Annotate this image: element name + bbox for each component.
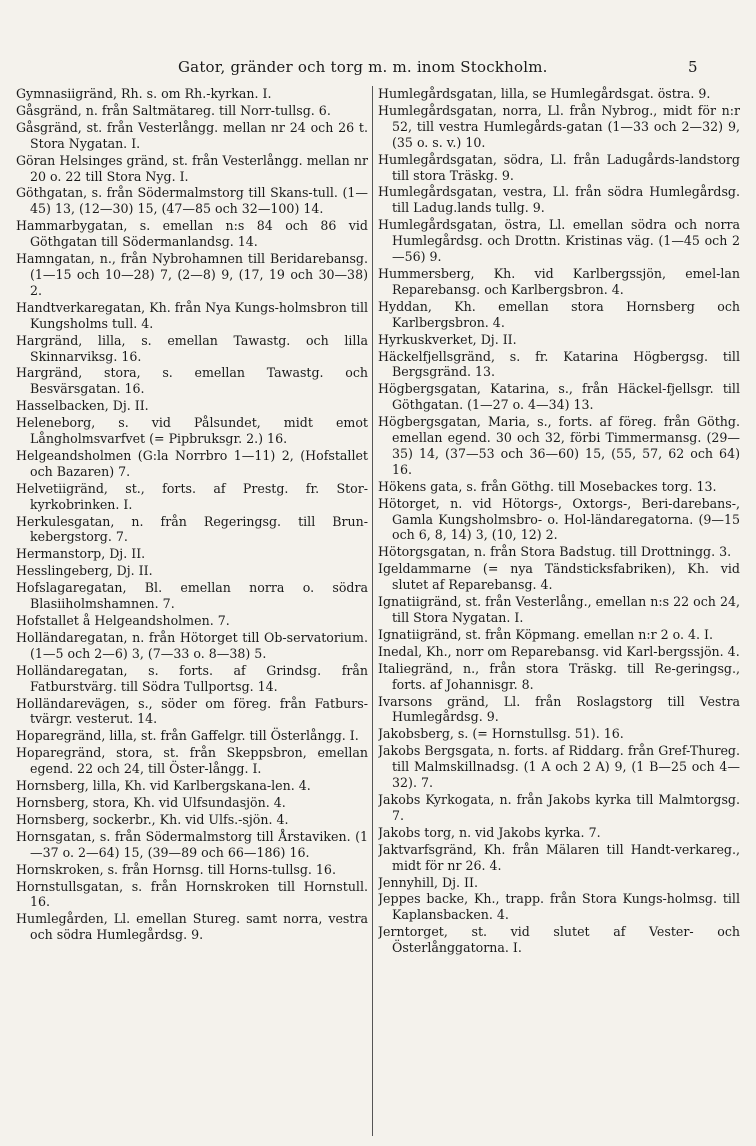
index-entry: Herkulesgatan, n. från Regeringsg. till Brun-kebergstorg. 7.: [16, 513, 368, 545]
index-entry: Ignatiigränd, st. från Köpmang. emellan n:r 2 o. 4. I.: [378, 626, 714, 642]
index-entry: Hofslagaregatan, Bl. emellan norra o. södra Blasiiholmshamnen. 7.: [16, 580, 368, 612]
index-entry: Hoparegränd, lilla, st. från Gaffelgr. till Österlångg. I.: [16, 728, 359, 744]
index-entry: Ivarsons gränd, Ll. från Roslagstorg till Vestra Humlegårdsg. 9.: [378, 693, 740, 725]
index-entry: Holländaregatan, n. från Hötorget till Ob-servatorium. (1—5 och 2—6) 3, (7—33 o. 8—38) 5.: [16, 629, 368, 661]
index-entry: Jerntorget, st. vid slutet af Vester- och Österlånggatorna. I.: [378, 924, 740, 956]
index-entry: Hötorgsgatan, n. från Stora Badstug. till Drottningg. 3.: [378, 544, 732, 560]
index-entry: Hargränd, stora, s. emellan Tawastg. och Besvärsgatan. 16.: [16, 365, 368, 397]
index-entry: Inedal, Kh., norr om Reparebansg. vid Karl-bergssjön. 4.: [378, 643, 740, 659]
index-entry: Hornsgatan, s. från Södermalmstorg till Årstaviken. (1—37 o. 2—64) 15, (39—89 och 66—186) 16.: [16, 828, 368, 860]
index-entry: Gymnasiigränd, Rh. s. om Rh.-kyrkan. I.: [16, 86, 272, 101]
index-entry: Hesslingeberg, Dj. II.: [16, 563, 153, 579]
index-entry: Gåsgränd, st. från Vesterlångg. mellan nr 24 och 26 t. Stora Nygatan. I.: [16, 119, 368, 151]
index-entry: Italiegränd, n., från stora Träskg. till Re-geringsg., forts. af Johannisgr. 8.: [378, 660, 740, 692]
index-entry: Hasselbacken, Dj. II.: [16, 398, 149, 414]
index-entry: Jennyhill, Dj. II.: [378, 874, 478, 890]
index-entry: Humlegårdsgatan, lilla, se Humlegårdsgat. östra. 9.: [378, 86, 711, 101]
page-header: [0, 58, 756, 80]
index-entry: Hornsberg, stora, Kh. vid Ulfsundasjön. 4.: [16, 794, 286, 810]
index-entry: Hargränd, lilla, s. emellan Tawastg. och lilla Skinnarviksg. 16.: [16, 332, 368, 364]
index-entry: Hyddan, Kh. emellan stora Hornsberg och Karlbergsbron. 4.: [378, 298, 740, 330]
index-entry: Hökens gata, s. från Göthg. till Mosebackes torg. 13.: [378, 478, 717, 494]
index-entry: Hornsberg, lilla, Kh. vid Karlbergskana-len. 4.: [16, 778, 311, 794]
index-entry: Jakobs Bergsgata, n. forts. af Riddarg. från Gref-Thureg. till Malmskillnadsg. (1 A och 2 A) 9, (1 B—25 och 4—32). 7.: [378, 743, 740, 791]
index-entry: Hornstullsgatan, s. från Hornskroken till Hornstull. 16.: [16, 878, 368, 910]
index-entry: Holländaregatan, s. forts. af Grindsg. från Fatburstvärg. till Södra Tullportsg. 14.: [16, 662, 368, 694]
index-entry: Jakobsberg, s. (= Hornstullsg. 51). 16.: [378, 726, 624, 742]
index-entry: Ignatiigränd, st. från Vesterlång., emellan n:s 22 och 24, till Stora Nygatan. I.: [378, 594, 740, 625]
index-entry: Humlegårdsgatan, vestra, Ll. från södra Humlegårdsg. till Ladug.lands tullg. 9.: [378, 184, 740, 216]
index-entry: Hummersberg, Kh. vid Karlbergssjön, emel-lan Reparebansg. och Karlbergsbron. 4.: [378, 265, 740, 297]
index-entry: Hammarbygatan, s. emellan n:s 84 och 86 vid Göthgatan till Södermanlandsg. 14.: [16, 218, 368, 250]
index-entry: Högbergsgatan, Katarina, s., från Häckel-fjellsgr. till Göthgatan. (1—27 o. 4—34) 13.: [378, 381, 740, 413]
page-title: Gator, gränder och torg m. m. inom Stockholm.: [178, 58, 548, 76]
index-entry: Jakobs Kyrkogata, n. från Jakobs kyrka till Malmtorgsg. 7.: [378, 791, 740, 823]
index-entry: Hermanstorp, Dj. II.: [16, 546, 146, 562]
index-entry: Göthgatan, s. från Södermalmstorg till Skans-tull. (1—45) 13, (12—30) 15, (47—85 och 32—100) 14.: [16, 185, 368, 217]
index-entry: Holländarevägen, s., söder om föreg. från Fatburs-tvärgr. vesterut. 14.: [16, 695, 368, 727]
index-entry: Helgeandsholmen (G:la Norrbro 1—11) 2, (Hofstallet och Bazaren) 7.: [16, 447, 368, 479]
index-entry: Humlegårdsgatan, östra, Ll. emellan södra och norra Humlegårdsg. och Drottn. Kristinas väg. (1—45 och 2—56) 9.: [378, 217, 740, 265]
index-entry: Häckelfjellsgränd, s. fr. Katarina Högbergsg. till Bergsgränd. 13.: [378, 348, 740, 380]
index-entry: Handtverkaregatan, Kh. från Nya Kungs-holmsbron till Kungsholms tull. 4.: [16, 299, 368, 331]
index-entry: Jaktvarfsgränd, Kh. från Mälaren till Handt-verkareg., midt för nr 26. 4.: [378, 841, 740, 873]
index-entry: Hornsberg, sockerbr., Kh. vid Ulfs.-sjön. 4.: [16, 811, 289, 827]
right-column: [378, 86, 740, 1136]
index-entry: Hötorget, n. vid Hötorgs-, Oxtorgs-, Beri-darebans-, Gamla Kungsholmsbro- o. Hol-ländaregatorna. (9—15 och 6, 8, 14) 3, (10, 12) 2.: [378, 495, 740, 543]
index-entry: Humlegården, Ll. emellan Stureg. samt norra, vestra och södra Humlegårdsg. 9.: [16, 911, 368, 943]
index-entry: Hofstallet å Helgeandsholmen. 7.: [16, 613, 230, 628]
index-entry: Göran Helsinges gränd, st. från Vesterlångg. mellan nr 20 o. 22 till Stora Nyg. I.: [16, 152, 368, 184]
index-entry: Heleneborg, s. vid Pålsundet, midt emot Långholmsvarfvet (= Pipbruksgr. 2.) 16.: [16, 415, 368, 447]
index-entry: Högbergsgatan, Maria, s., forts. af föreg. från Göthg. emellan egend. 30 och 32, förbi Timmermansg. (29—35) 14, (37—53 och 36—60) 15, (55, 57, 62 och 64) 16.: [378, 414, 740, 477]
index-entry: Hamngatan, n., från Nybrohamnen till Beridarebansg. (1—15 och 10—28) 7, (2—8) 9, (17, 19 och 30—38) 2.: [16, 251, 368, 298]
index-entry: Hyrkuskverket, Dj. II.: [378, 331, 517, 347]
index-entry: Hornskroken, s. från Hornsg. till Horns-tullsg. 16.: [16, 861, 336, 877]
index-entry: Helvetiigränd, st., forts. af Prestg. fr. Stor-kyrkobrinken. I.: [16, 480, 368, 512]
left-column: [16, 86, 368, 1136]
page-number: 5: [688, 58, 698, 76]
index-entry: Humlegårdsgatan, södra, Ll. från Ladugårds-landstorg till stora Träskg. 9.: [378, 151, 740, 183]
index-entry: Hoparegränd, stora, st. från Skeppsbron, emellan egend. 22 och 24, till Öster-långg. I.: [16, 745, 368, 777]
index-entry: Jakobs torg, n. vid Jakobs kyrka. 7.: [378, 824, 601, 840]
column-divider: [372, 86, 373, 1136]
index-entry: Gåsgränd, n. från Saltmätareg. till Norr-tullsg. 6.: [16, 102, 331, 118]
index-entry: Humlegårdsgatan, norra, Ll. från Nybrog., midt för n:r 52, till vestra Humlegårds-gatan (1—33 och 2—32) 9, (35 o. s. v.) 10.: [378, 102, 740, 150]
index-entry: Igeldammarne (= nya Tändsticksfabriken), Kh. vid slutet af Reparebansg. 4.: [378, 561, 740, 593]
index-entry: Jeppes backe, Kh., trapp. från Stora Kungs-holmsg. till Kaplansbacken. 4.: [378, 891, 740, 923]
